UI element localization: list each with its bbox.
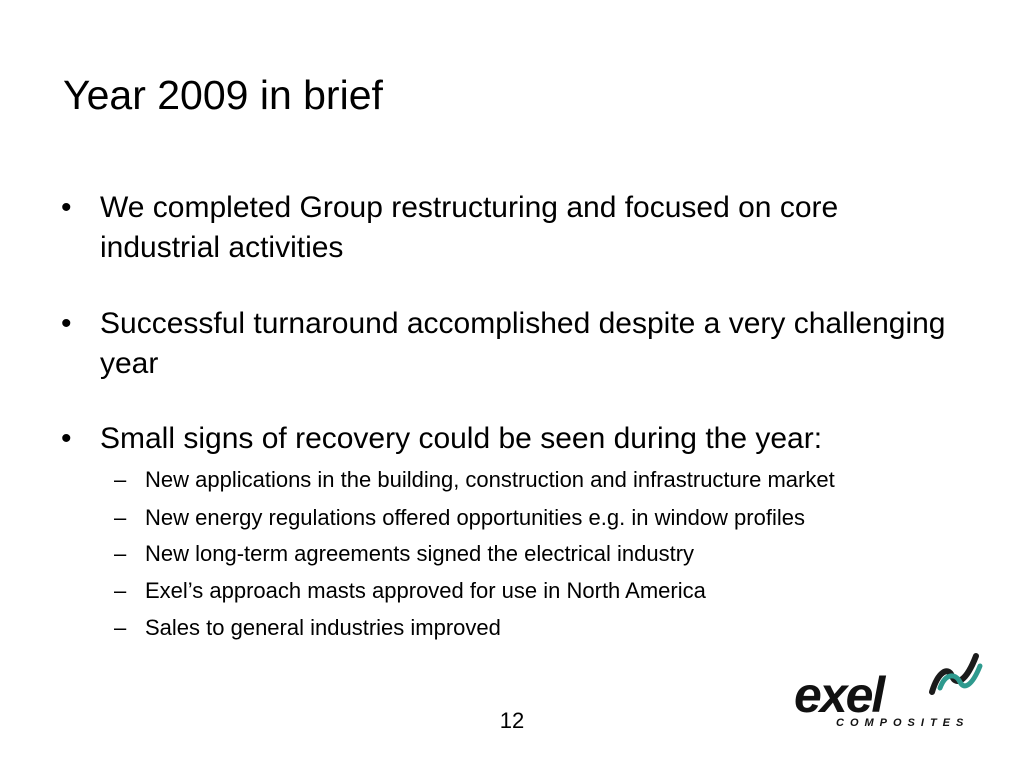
sub-bullet-text: Sales to general industries improved	[145, 615, 501, 640]
logo-tagline: COMPOSITES	[836, 717, 970, 729]
sub-bullet-text: Exel’s approach masts approved for use in North America	[145, 578, 706, 603]
sub-bullet-item	[114, 614, 974, 642]
dash-icon: –	[114, 578, 127, 603]
dash-icon: –	[114, 541, 127, 566]
sub-bullet-text: New energy regulations offered opportunities e.g. in window profiles	[145, 505, 805, 530]
swirl-icon	[932, 656, 980, 692]
bullet-item	[61, 419, 961, 459]
sub-bullet-item	[114, 577, 974, 605]
sub-bullet-item	[114, 504, 974, 532]
dash-icon: –	[114, 467, 127, 492]
bullet-item	[61, 188, 961, 268]
bullet-icon: •	[61, 191, 72, 224]
bullet-text: Small signs of recovery could be seen during the year:	[100, 422, 823, 455]
sub-bullet-text: New long-term agreements signed the electrical industry	[145, 541, 695, 566]
sub-bullet-item	[114, 466, 974, 494]
slide-title: Year 2009 in brief	[63, 72, 383, 118]
dash-icon: –	[114, 615, 127, 640]
bullet-text: We completed Group restructuring and focused on core industrial activities	[100, 191, 839, 264]
exel-composites-logo	[790, 642, 990, 732]
dash-icon: –	[114, 505, 127, 530]
bullet-icon: •	[61, 307, 72, 340]
sub-bullet-text: New applications in the building, construction and infrastructure market	[145, 467, 835, 492]
bullet-item	[61, 304, 961, 384]
bullet-text: Successful turnaround accomplished despite a very challenging year	[100, 307, 946, 380]
logo-wordmark: exel	[794, 667, 884, 723]
sub-bullet-item	[114, 540, 974, 568]
page-number: 12	[499, 708, 525, 733]
bullet-icon: •	[61, 422, 72, 455]
